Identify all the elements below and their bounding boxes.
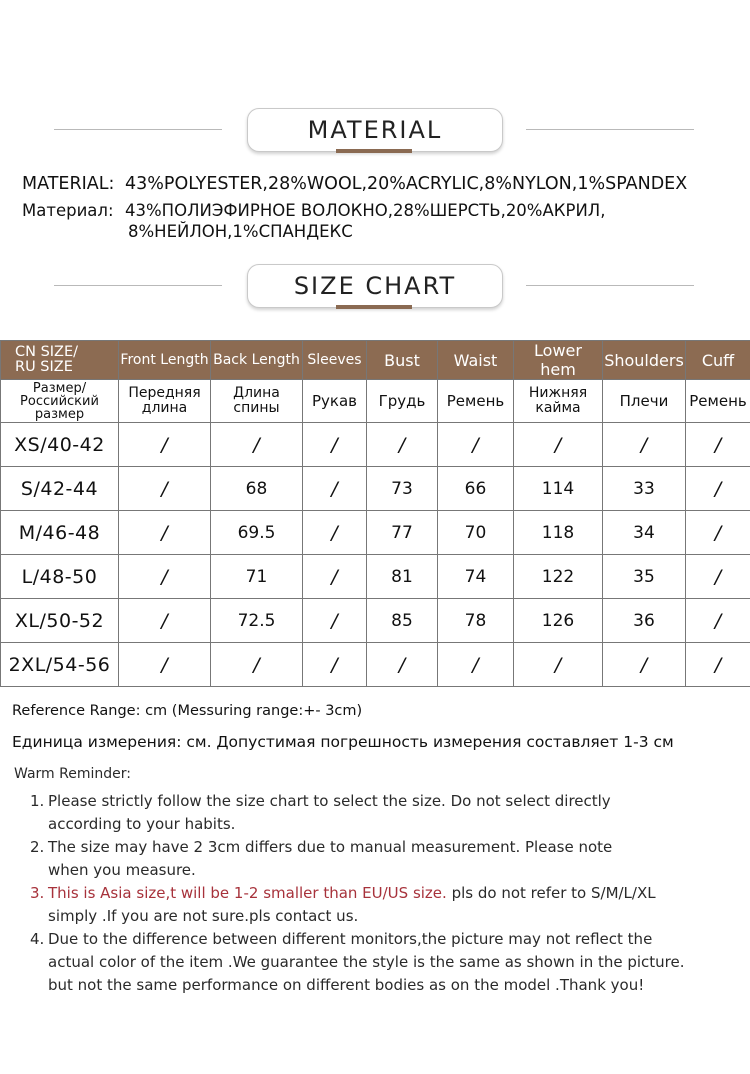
title-underline xyxy=(336,149,412,153)
measurement-cell: / xyxy=(303,423,367,467)
measurement-cell: / xyxy=(603,423,686,467)
measurement-cell: 70 xyxy=(438,511,514,555)
material-title: MATERIAL xyxy=(307,116,443,144)
size-cell: XS/40-42 xyxy=(1,423,119,467)
col-ru-front-length: Передняя длина xyxy=(119,380,211,423)
size-chart-title: SIZE CHART xyxy=(293,272,457,300)
measurement-cell: 35 xyxy=(603,555,686,599)
col-ru-size: Размер/ Российский размер xyxy=(1,380,119,423)
warm-reminder xyxy=(14,766,685,997)
col-ru-waist: Ремень xyxy=(438,380,514,423)
measurement-cell: 68 xyxy=(211,467,303,511)
reminder-title: Warm Reminder: xyxy=(14,766,131,782)
measurement-cell: 34 xyxy=(603,511,686,555)
table-row xyxy=(1,555,750,599)
measurement-cell: / xyxy=(303,555,367,599)
measurement-cell: / xyxy=(514,643,603,687)
material-value-ru-line1: 43%ПОЛИЭФИРНОЕ ВОЛОКНО,28%ШЕРСТЬ,20%АКРИЛ, xyxy=(125,201,606,220)
col-front-length: Front Length xyxy=(119,341,211,380)
measurement-cell: / xyxy=(119,599,211,643)
col-lower-hem: Lower hem xyxy=(514,341,603,380)
col-shoulders: Shoulders xyxy=(603,341,686,380)
measurement-cell: / xyxy=(686,643,750,687)
measurement-cell: / xyxy=(686,511,750,555)
measurement-cell: / xyxy=(367,643,438,687)
measurement-cell: / xyxy=(303,511,367,555)
divider-right xyxy=(526,285,694,286)
table-header-ru xyxy=(1,380,750,423)
measurement-cell: / xyxy=(211,423,303,467)
col-ru-lower-hem: Нижняя кайма xyxy=(514,380,603,423)
asia-size-warning: This is Asia size,t will be 1-2 smaller than EU/US size. xyxy=(48,884,447,902)
measurement-cell: / xyxy=(303,643,367,687)
size-cell: XL/50-52 xyxy=(1,599,119,643)
col-ru-sleeves: Рукав xyxy=(303,380,367,423)
measurement-cell: / xyxy=(119,643,211,687)
size-chart-title-badge xyxy=(247,264,503,308)
material-label-ru: Материал: xyxy=(22,201,114,220)
measurement-cell: 81 xyxy=(367,555,438,599)
col-back-length: Back Length xyxy=(211,341,303,380)
measurement-cell: 36 xyxy=(603,599,686,643)
measurement-cell: 122 xyxy=(514,555,603,599)
col-waist: Waist xyxy=(438,341,514,380)
col-ru-cuff: Ремень xyxy=(686,380,750,423)
table-row xyxy=(1,511,750,555)
table-row xyxy=(1,643,750,687)
reminder-item-1: 1. Please strictly follow the size chart to select the size. Do not select directly according to your habits. xyxy=(30,792,611,833)
size-cell: S/42-44 xyxy=(1,467,119,511)
title-underline xyxy=(336,305,412,309)
material-label-en: MATERIAL: xyxy=(22,174,115,194)
measurement-cell: 77 xyxy=(367,511,438,555)
size-table xyxy=(0,340,750,687)
col-bust: Bust xyxy=(367,341,438,380)
size-cell: 2XL/54-56 xyxy=(1,643,119,687)
size-cell: M/46-48 xyxy=(1,511,119,555)
measurement-cell: 66 xyxy=(438,467,514,511)
material-title-badge xyxy=(247,108,503,152)
divider-left xyxy=(54,129,222,130)
measurement-cell: / xyxy=(367,423,438,467)
measurement-cell: / xyxy=(686,467,750,511)
col-ru-bust: Грудь xyxy=(367,380,438,423)
size-chart-section-header xyxy=(0,264,750,308)
measurement-cell: / xyxy=(514,423,603,467)
measurement-cell: 78 xyxy=(438,599,514,643)
table-row xyxy=(1,423,750,467)
measurement-cell: / xyxy=(686,423,750,467)
measurement-cell: / xyxy=(119,423,211,467)
measurement-cell: 118 xyxy=(514,511,603,555)
material-value-ru-line2: 8%НЕЙЛОН,1%СПАНДЕКС xyxy=(128,222,353,241)
measurement-cell: 73 xyxy=(367,467,438,511)
reminder-item-4: 4. Due to the difference between different monitors,the picture may not reflect the actual color of the item .We guarantee the style is the same as shown in the picture. but not the same performance on different bodies as on the model .Thank you! xyxy=(30,930,685,994)
col-ru-shoulders: Плечи xyxy=(603,380,686,423)
measurement-cell: 74 xyxy=(438,555,514,599)
measurement-cell: / xyxy=(211,643,303,687)
measurement-cell: / xyxy=(303,599,367,643)
material-value-en: 43%POLYESTER,28%WOOL,20%ACRYLIC,8%NYLON,1%SPANDEX xyxy=(125,174,688,194)
col-cuff: Cuff xyxy=(686,341,750,380)
measurement-unit-note-ru: Единица измерения: см. Допустимая погрешность измерения составляет 1-3 см xyxy=(12,733,674,751)
measurement-cell: / xyxy=(603,643,686,687)
measurement-cell: / xyxy=(686,555,750,599)
material-section-header xyxy=(0,108,750,152)
col-cn-size: CN SIZE/ RU SIZE xyxy=(1,341,119,380)
measurement-cell: 33 xyxy=(603,467,686,511)
measurement-cell: 114 xyxy=(514,467,603,511)
measurement-cell: / xyxy=(119,555,211,599)
measurement-cell: 71 xyxy=(211,555,303,599)
col-sleeves: Sleeves xyxy=(303,341,367,380)
measurement-cell: 85 xyxy=(367,599,438,643)
measurement-cell: / xyxy=(303,467,367,511)
measurement-cell: / xyxy=(119,467,211,511)
measurement-cell: / xyxy=(686,599,750,643)
measurement-cell: 72.5 xyxy=(211,599,303,643)
measurement-cell: / xyxy=(119,511,211,555)
measurement-cell: 69.5 xyxy=(211,511,303,555)
size-cell: L/48-50 xyxy=(1,555,119,599)
col-ru-back-length: Длина спины xyxy=(211,380,303,423)
measurement-cell: 126 xyxy=(514,599,603,643)
reference-range-note: Reference Range: cm (Messuring range:+- 3cm) xyxy=(12,703,363,719)
reminder-item-2: 2. The size may have 2 3cm differs due to manual measurement. Please note when you measure. xyxy=(30,838,613,879)
reminder-item-3: 3. This is Asia size,t will be 1-2 smaller than EU/US size. pls do not refer to S/M/L/XL simply .If you are not sure.pls contact us. xyxy=(30,884,656,925)
measurement-cell: / xyxy=(438,643,514,687)
divider-right xyxy=(526,129,694,130)
table-row xyxy=(1,599,750,643)
divider-left xyxy=(54,285,222,286)
table-header-en xyxy=(1,341,750,380)
measurement-cell: / xyxy=(438,423,514,467)
table-row xyxy=(1,467,750,511)
